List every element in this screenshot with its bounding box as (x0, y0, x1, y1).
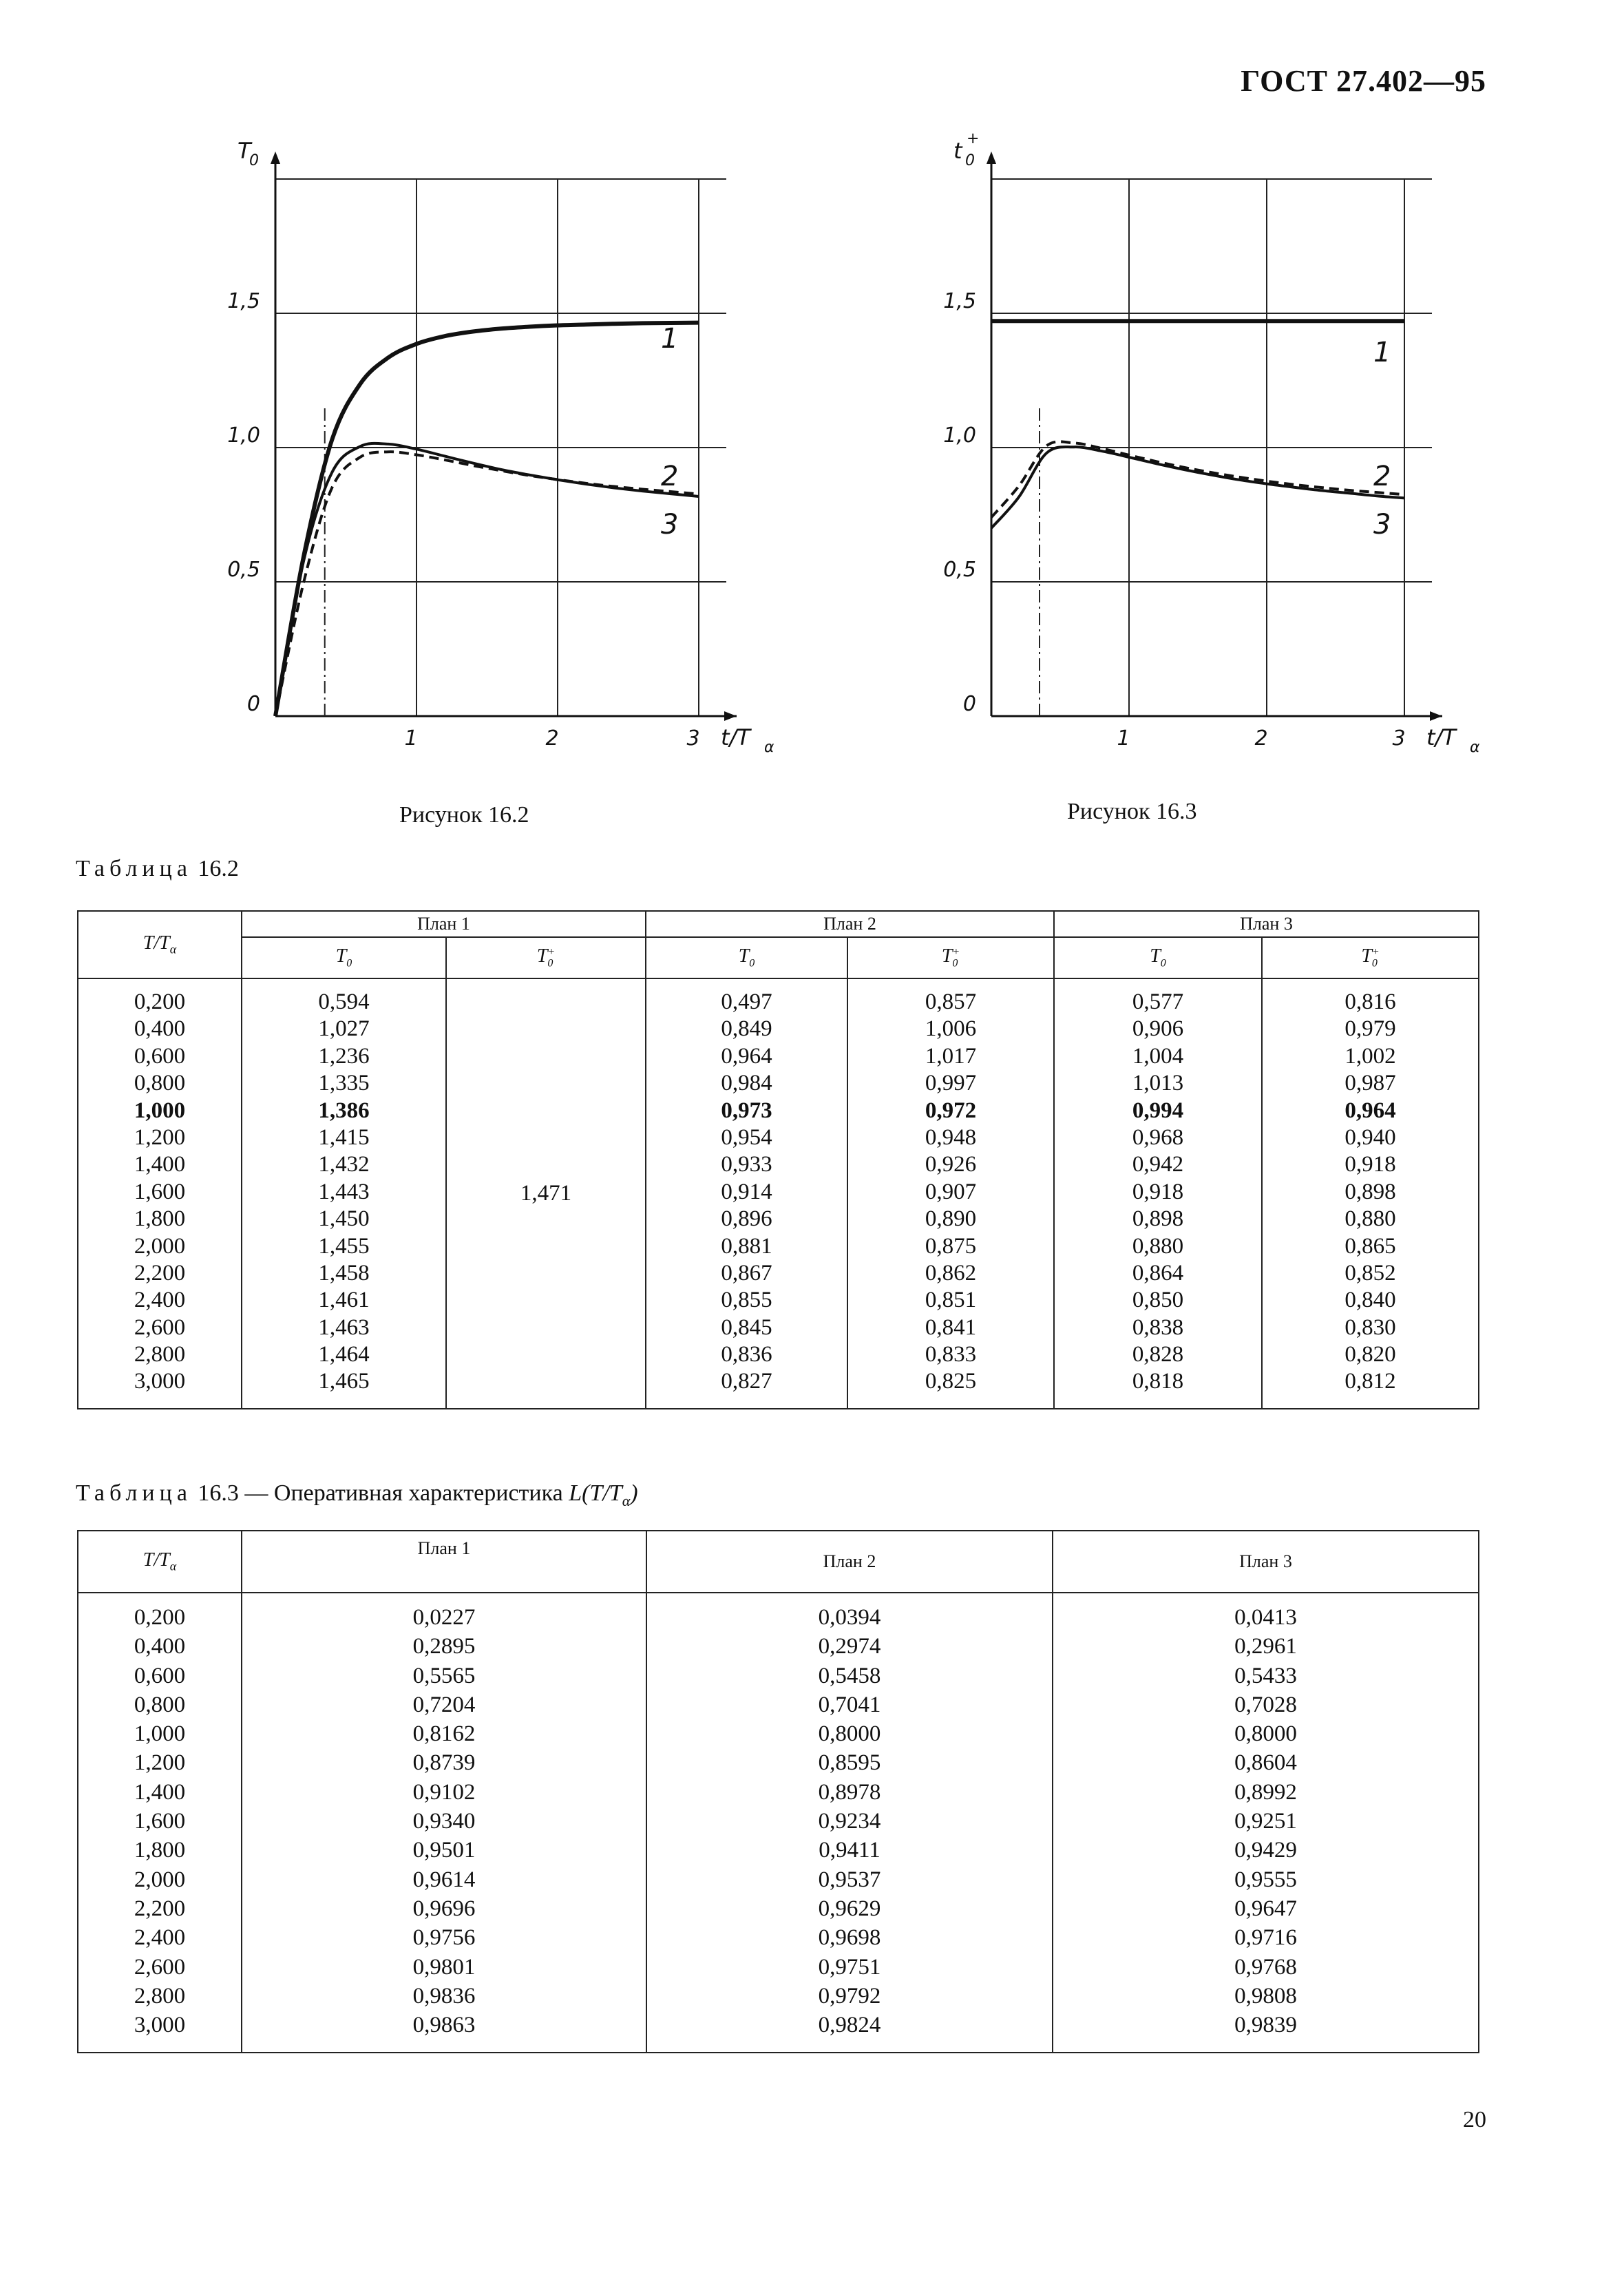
table-cell: 0,5433 (1234, 1663, 1297, 1688)
table-cell: 0,830 (1344, 1314, 1396, 1340)
table-cell: 2,000 (134, 1867, 186, 1892)
table-cell: 0,9251 (1234, 1809, 1297, 1834)
table-cell: 0,849 (721, 1016, 772, 1042)
y-tick-label: 0,5 (943, 558, 976, 582)
curve-label: 3 (1373, 509, 1391, 541)
table-cell: 1,800 (134, 1838, 186, 1863)
x-tick-label: 2 (1254, 726, 1268, 751)
table-cell: 0,9716 (1234, 1925, 1297, 1951)
table-cell: 0,828 (1132, 1342, 1184, 1367)
table-cell: 0,841 (925, 1314, 977, 1340)
y-axis-label: T (238, 138, 251, 164)
table-cell: 0,2974 (818, 1634, 881, 1659)
table-cell: 0,890 (925, 1206, 977, 1232)
series-curve-2 (991, 441, 1404, 517)
table-cell: 0,825 (925, 1369, 977, 1394)
t1-subheader: $T_0$ (1054, 937, 1262, 978)
x-tick-label: 1 (404, 726, 418, 751)
table-cell: 1,400 (134, 1152, 186, 1177)
table-cell: 0,838 (1132, 1314, 1184, 1340)
table-cell: 0,594 (318, 989, 370, 1014)
t2-col-plan2 (646, 1593, 1053, 2053)
table-cell: 1,000 (134, 1098, 186, 1123)
table-cell: 1,600 (134, 1809, 186, 1834)
y-axis-label: t (953, 138, 962, 164)
table-cell: 1,458 (318, 1260, 370, 1286)
table-cell: 0,8978 (818, 1779, 881, 1805)
table-cell: 0,954 (721, 1124, 772, 1150)
y-axis-arrow (987, 151, 996, 164)
table-cell: 0,9537 (818, 1867, 881, 1892)
t2-col0-header: $T/T_\alpha$ (78, 1531, 242, 1593)
table-16-2-title-label: Таблица (76, 856, 192, 881)
table-cell: 0,914 (721, 1179, 772, 1204)
table-cell: 0,800 (134, 1071, 186, 1096)
table-cell: 0,940 (1344, 1124, 1396, 1150)
table-cell: 1,006 (925, 1016, 977, 1042)
table-cell: 2,800 (134, 1983, 186, 2009)
curve-label: 2 (1373, 461, 1391, 492)
x-tick-label: 3 (686, 726, 700, 751)
t1-subheader: $T_0^+$ (446, 937, 646, 978)
x-axis-label-sub: α (764, 739, 774, 756)
table-cell: 0,9756 (412, 1925, 476, 1951)
table-16-3-title-formula: $L(T/T_\alpha)$ (569, 1480, 638, 1509)
table-cell: 1,455 (318, 1233, 370, 1259)
table-cell: 0,880 (1344, 1206, 1396, 1232)
table-cell: 0,979 (1344, 1016, 1396, 1042)
curve-label: 1 (661, 323, 679, 355)
table-cell: 1,432 (318, 1152, 370, 1177)
table-cell: 2,600 (134, 1954, 186, 1980)
t2-plan2-header: План 2 (646, 1531, 1053, 1593)
y-tick-label: 0 (962, 692, 976, 716)
figure-16-3-chart (916, 130, 1480, 771)
table-cell: 0,9614 (412, 1867, 476, 1892)
table-cell: 0,997 (925, 1071, 977, 1096)
table-cell: 0,845 (721, 1314, 772, 1340)
document-code: ГОСТ 27.402—95 (1241, 64, 1486, 98)
figure-16-2-caption: Рисунок 16.2 (399, 802, 529, 828)
table-cell: 0,820 (1344, 1342, 1396, 1367)
t2-col-ratio (78, 1593, 242, 2053)
series-curve-3 (991, 447, 1404, 528)
table-cell: 0,942 (1132, 1152, 1184, 1177)
table-cell: 0,8595 (818, 1750, 881, 1776)
table-cell: 0,857 (925, 989, 977, 1014)
t1-subheader: $T_0$ (646, 937, 847, 978)
table-cell: 0,898 (1344, 1179, 1396, 1204)
table-cell: 0,907 (925, 1179, 977, 1204)
table-cell: 0,600 (134, 1663, 186, 1688)
table-cell: 1,004 (1132, 1043, 1184, 1069)
table-cell: 1,335 (318, 1071, 370, 1096)
table-cell: 1,600 (134, 1179, 186, 1204)
x-tick-label: 1 (1117, 726, 1130, 751)
y-axis-arrow (271, 151, 280, 164)
x-axis-arrow (1430, 711, 1442, 721)
t2-col-plan1 (242, 1593, 646, 2053)
table-cell: 0,855 (721, 1288, 772, 1313)
table-cell: 1,443 (318, 1179, 370, 1204)
table-cell: 3,000 (134, 1369, 186, 1394)
table-cell: 0,968 (1132, 1124, 1184, 1150)
table-cell: 1,200 (134, 1124, 186, 1150)
table-cell: 0,818 (1132, 1369, 1184, 1394)
table-cell: 0,9555 (1234, 1867, 1297, 1892)
table-cell: 0,8162 (412, 1721, 476, 1747)
figure-16-2-chart (207, 131, 774, 771)
table-cell: 0,850 (1132, 1288, 1184, 1313)
table-cell: 0,896 (721, 1206, 772, 1232)
table-cell: 0,8000 (818, 1721, 881, 1747)
table-cell: 0,8992 (1234, 1779, 1297, 1805)
y-tick-label: 1,5 (227, 289, 260, 313)
x-axis-arrow (724, 711, 737, 721)
table-cell: 0,964 (1344, 1098, 1396, 1123)
table-cell: 0,2895 (412, 1634, 476, 1659)
table-cell: 0,600 (134, 1043, 186, 1069)
table-cell: 0,827 (721, 1369, 772, 1394)
table-cell: 0,9768 (1234, 1954, 1297, 1980)
table-cell: 2,400 (134, 1288, 186, 1313)
y-tick-label: 0,5 (227, 558, 260, 582)
table-cell: 1,200 (134, 1750, 186, 1776)
table-cell: 0,867 (721, 1260, 772, 1286)
table-cell: 0,200 (134, 1605, 186, 1630)
table-cell: 0,918 (1344, 1152, 1396, 1177)
t1-col-plan2-t0 (646, 978, 847, 1409)
t1-subheader: $T_0$ (242, 937, 446, 978)
table-cell: 0,9102 (412, 1779, 476, 1805)
table-cell: 1,800 (134, 1206, 186, 1232)
table-cell: 0,9698 (818, 1925, 881, 1951)
x-axis-label: t/T (721, 724, 750, 751)
t2-col-plan3 (1053, 1593, 1479, 2053)
table-cell: 0,0227 (412, 1605, 476, 1630)
table-cell: 1,464 (318, 1342, 370, 1367)
table-cell: 0,0394 (818, 1605, 881, 1630)
table-cell: 0,8604 (1234, 1750, 1297, 1776)
table-cell: 0,9411 (819, 1838, 880, 1863)
table-cell: 0,9792 (818, 1983, 881, 2009)
table-16-2-title-number: 16.2 (198, 856, 239, 881)
table-16-2 (77, 910, 1479, 1409)
table-cell: 0,875 (925, 1233, 977, 1259)
curve-label: 1 (1373, 337, 1391, 368)
table-cell: 2,200 (134, 1260, 186, 1286)
table-cell: 1,463 (318, 1314, 370, 1340)
table-cell: 0,8000 (1234, 1721, 1297, 1747)
table-cell: 3,000 (134, 2013, 186, 2038)
table-cell: 1,465 (318, 1369, 370, 1394)
table-cell: 0,840 (1344, 1288, 1396, 1313)
x-tick-label: 3 (1392, 726, 1406, 751)
t1-col-plan2-t0plus (847, 978, 1054, 1409)
table-cell: 0,948 (925, 1124, 977, 1150)
table-cell: 2,000 (134, 1233, 186, 1259)
table-cell: 2,400 (134, 1925, 186, 1951)
table-cell: 0,833 (925, 1342, 977, 1367)
table-cell: 0,880 (1132, 1233, 1184, 1259)
t1-subheader: $T_0^+$ (1262, 937, 1479, 978)
table-cell: 0,7041 (818, 1692, 881, 1717)
figure-16-3-caption: Рисунок 16.3 (1067, 799, 1197, 824)
table-cell: 0,9429 (1234, 1838, 1297, 1863)
table-cell: 0,994 (1132, 1098, 1184, 1123)
table-cell: 0,862 (925, 1260, 977, 1286)
table-cell: 0,816 (1344, 989, 1396, 1014)
table-cell: 0,987 (1344, 1071, 1396, 1096)
y-axis-label-sup: + (967, 130, 980, 147)
table-cell: 0,497 (721, 989, 772, 1014)
table-16-3-title-label: Таблица (76, 1480, 192, 1506)
table-cell: 0,9801 (412, 1954, 476, 1980)
table-cell: 0,400 (134, 1634, 186, 1659)
table-cell: 0,9647 (1234, 1896, 1297, 1921)
series-curve-1 (275, 323, 699, 716)
table-16-2-title (76, 856, 239, 882)
table-cell: 0,933 (721, 1152, 772, 1177)
t2-plan1-header: План 1 (242, 1531, 646, 1593)
table-cell: 0,9234 (818, 1809, 881, 1834)
table-cell: 1,450 (318, 1206, 370, 1232)
table-cell: 0,864 (1132, 1260, 1184, 1286)
table-cell: 0,972 (925, 1098, 977, 1123)
y-tick-label: 0 (246, 692, 260, 716)
table-cell: 0,2961 (1234, 1634, 1297, 1659)
x-axis-label-sub: α (1470, 739, 1480, 756)
table-cell: 0,926 (925, 1152, 977, 1177)
table-cell: 0,9340 (412, 1809, 476, 1834)
table-cell: 0,9836 (412, 1983, 476, 2009)
y-tick-label: 1,0 (943, 423, 976, 448)
x-tick-label: 2 (545, 726, 559, 751)
table-cell: 0,5565 (412, 1663, 476, 1688)
table-cell: 0,8739 (412, 1750, 476, 1776)
table-cell: 0,9863 (412, 2013, 476, 2038)
t1-col-plan1-t0 (242, 978, 446, 1409)
table-cell: 0,906 (1132, 1016, 1184, 1042)
page-number: 20 (1463, 2107, 1486, 2132)
t1-plan1-header: План 1 (242, 911, 646, 937)
table-cell: 0,881 (721, 1233, 772, 1259)
table-16-3-title-text: 16.3 — Оперативная характеристика (198, 1480, 563, 1506)
table-cell: 1,027 (318, 1016, 370, 1042)
y-tick-label: 1,5 (943, 289, 976, 313)
table-cell: 1,017 (925, 1043, 977, 1069)
table-cell: 0,9839 (1234, 2013, 1297, 2038)
table-cell: 1,415 (318, 1124, 370, 1150)
table-cell: 0,200 (134, 989, 186, 1014)
x-axis-label: t/T (1426, 724, 1456, 751)
table-cell: 0,5458 (818, 1663, 881, 1688)
table-cell: 0,984 (721, 1071, 772, 1096)
curve-label: 3 (661, 509, 679, 541)
table-cell: 0,0413 (1234, 1605, 1297, 1630)
t2-plan3-header: План 3 (1053, 1531, 1479, 1593)
table-cell: 1,002 (1344, 1043, 1396, 1069)
table-cell: 0,918 (1132, 1179, 1184, 1204)
table-cell: 1,236 (318, 1043, 370, 1069)
table-16-3-title (76, 1480, 638, 1510)
series-curve-3 (275, 443, 699, 716)
table-cell: 0,9751 (818, 1954, 881, 1980)
table-cell: 0,9629 (818, 1896, 881, 1921)
y-axis-label-sub: 0 (249, 152, 259, 169)
table-cell: 0,9501 (412, 1838, 476, 1863)
table-cell: 0,898 (1132, 1206, 1184, 1232)
y-tick-label: 1,0 (227, 423, 260, 448)
t1-subheader: $T_0^+$ (847, 937, 1054, 978)
table-cell: 2,600 (134, 1314, 186, 1340)
curve-label: 2 (661, 461, 679, 492)
table-cell: 0,800 (134, 1692, 186, 1717)
table-cell: 1,400 (134, 1779, 186, 1805)
table-cell: 1,461 (318, 1288, 370, 1313)
t1-col-ratio (78, 978, 242, 1409)
table-cell: 0,836 (721, 1342, 772, 1367)
table-16-3 (77, 1530, 1479, 2053)
table-cell: 0,9808 (1234, 1983, 1297, 2009)
table-cell: 1,000 (134, 1721, 186, 1747)
table-cell: 1,471 (520, 1180, 572, 1206)
y-axis-label-sub: 0 (965, 152, 975, 169)
t1-col-plan3-t0plus (1262, 978, 1479, 1409)
t1-col-plan3-t0 (1054, 978, 1262, 1409)
table-cell: 0,852 (1344, 1260, 1396, 1286)
t1-col0-header: $T/T_\alpha$ (78, 911, 242, 978)
table-cell: 0,973 (721, 1098, 772, 1123)
table-cell: 0,400 (134, 1016, 186, 1042)
table-cell: 0,851 (925, 1288, 977, 1313)
table-cell: 0,812 (1344, 1369, 1396, 1394)
t1-plan2-header: План 2 (646, 911, 1054, 937)
table-cell: 1,013 (1132, 1071, 1184, 1096)
table-cell: 0,577 (1132, 989, 1184, 1014)
table-cell: 2,800 (134, 1342, 186, 1367)
table-cell: 1,386 (318, 1098, 370, 1123)
t1-col-plan1-t0plus (446, 978, 646, 1409)
table-cell: 0,9696 (412, 1896, 476, 1921)
table-cell: 0,7028 (1234, 1692, 1297, 1717)
table-cell: 2,200 (134, 1896, 186, 1921)
table-cell: 0,865 (1344, 1233, 1396, 1259)
table-cell: 0,964 (721, 1043, 772, 1069)
table-cell: 0,9824 (818, 2013, 881, 2038)
t1-plan3-header: План 3 (1054, 911, 1479, 937)
table-cell: 0,7204 (412, 1692, 476, 1717)
